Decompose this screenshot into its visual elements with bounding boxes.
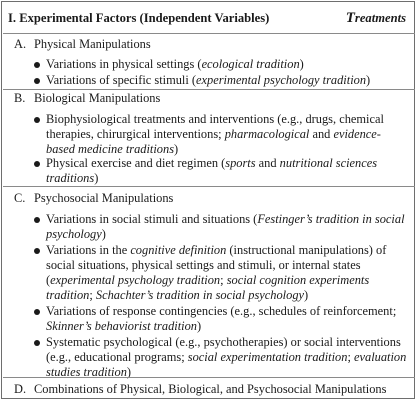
list-item <box>46 212 408 242</box>
section-label: Psychosocial Manipulations <box>34 191 174 205</box>
section-label: Physical Manipulations <box>34 37 151 51</box>
header-treatments-initial: T <box>345 10 355 26</box>
list-item <box>46 57 408 72</box>
text-run: Variations of specific stimuli ( <box>46 73 197 87</box>
italic-text: Skinner’s behaviorist tradition <box>46 319 197 333</box>
section-letter: A. <box>14 37 27 51</box>
section-letter: B. <box>14 91 26 105</box>
bullet-icon <box>34 217 40 223</box>
text-run: ) <box>366 73 371 87</box>
list-item <box>46 243 408 303</box>
italic-text: pharmacological <box>224 127 310 141</box>
bullet-icon <box>34 78 40 84</box>
list-item <box>46 73 408 88</box>
text-run: ) <box>94 171 99 185</box>
section-label: Biological Manipulations <box>34 91 161 105</box>
italic-text: sports <box>225 156 256 170</box>
italic-text: cognitive definition <box>130 243 227 257</box>
bullet-icon <box>34 62 40 68</box>
text-run: Variations of response contingencies (e.g., schedules of reinforcement; <box>46 304 397 318</box>
italic-text: experimental psychology tradition <box>196 73 367 87</box>
text-run: and <box>255 156 280 170</box>
italic-text: Schachter’s tradition in social psychology <box>95 288 305 302</box>
text-run: (instructional manipulations) of social situations, physical settings and stimuli, or internal states ( <box>46 243 387 287</box>
header-divider <box>3 33 415 34</box>
section-b-heading <box>14 91 160 106</box>
bullet-icon <box>34 161 40 167</box>
header-treatments-label <box>346 11 406 26</box>
section-a-heading <box>14 37 151 52</box>
bullet-icon <box>34 117 40 123</box>
header-title: I. Experimental Factors (Independent Variables) <box>8 11 270 25</box>
italic-text: experimental psychology tradition <box>50 273 221 287</box>
section-divider <box>3 186 415 187</box>
text-run: ) <box>174 142 179 156</box>
header-treatments-rest: reatments <box>354 11 406 25</box>
section-label: Combinations of Physical, Biological, and Psychosocial Manipulations <box>34 382 387 396</box>
text-run: ; <box>347 350 354 364</box>
list-item <box>46 156 408 186</box>
section-d-heading <box>14 382 386 397</box>
italic-text: evidence-based medicine traditions <box>46 127 381 156</box>
bullet-icon <box>34 248 40 254</box>
italic-text: social experimentation tradition <box>187 350 348 364</box>
bullet-icon <box>34 309 40 315</box>
text-run: ) <box>101 227 106 241</box>
text-run: Systematic psychological (e.g., psychotherapies) or social interventions (e.g., educational programs; <box>46 335 401 364</box>
bullet-icon <box>34 340 40 346</box>
list-item <box>46 335 408 380</box>
section-c-heading <box>14 191 173 206</box>
text-run: ; <box>89 288 96 302</box>
section-letter: D. <box>14 382 27 396</box>
text-run: ) <box>299 57 304 71</box>
italic-text: evaluation studies tradition <box>46 350 407 379</box>
text-run: Variations in social stimuli and situations ( <box>46 212 258 226</box>
section-letter: C. <box>14 191 26 205</box>
section-divider <box>3 89 415 90</box>
text-run: Biophysiological treatments and interventions (e.g., drugs, chemical therapies, chirurgical interventions; <box>46 112 384 141</box>
list-item <box>46 112 408 157</box>
italic-text: ecological tradition <box>201 57 300 71</box>
treatments-table <box>1 1 415 399</box>
italic-text: nutritional sciences traditions <box>46 156 378 185</box>
section-divider <box>3 377 415 378</box>
list-item <box>46 304 408 334</box>
text-run: Variations in the <box>46 243 131 257</box>
text-run: Physical exercise and diet regimen ( <box>46 156 226 170</box>
text-run: Variations in physical settings ( <box>46 57 202 71</box>
text-run: ; <box>220 273 227 287</box>
italic-text: Festinger’s tradition in social psychology <box>46 212 405 241</box>
text-run: and <box>309 127 334 141</box>
italic-text: social cognition experiments tradition <box>46 273 370 302</box>
text-run: ) <box>196 319 202 333</box>
text-run: ) <box>126 365 132 379</box>
text-run: ) <box>304 288 309 302</box>
